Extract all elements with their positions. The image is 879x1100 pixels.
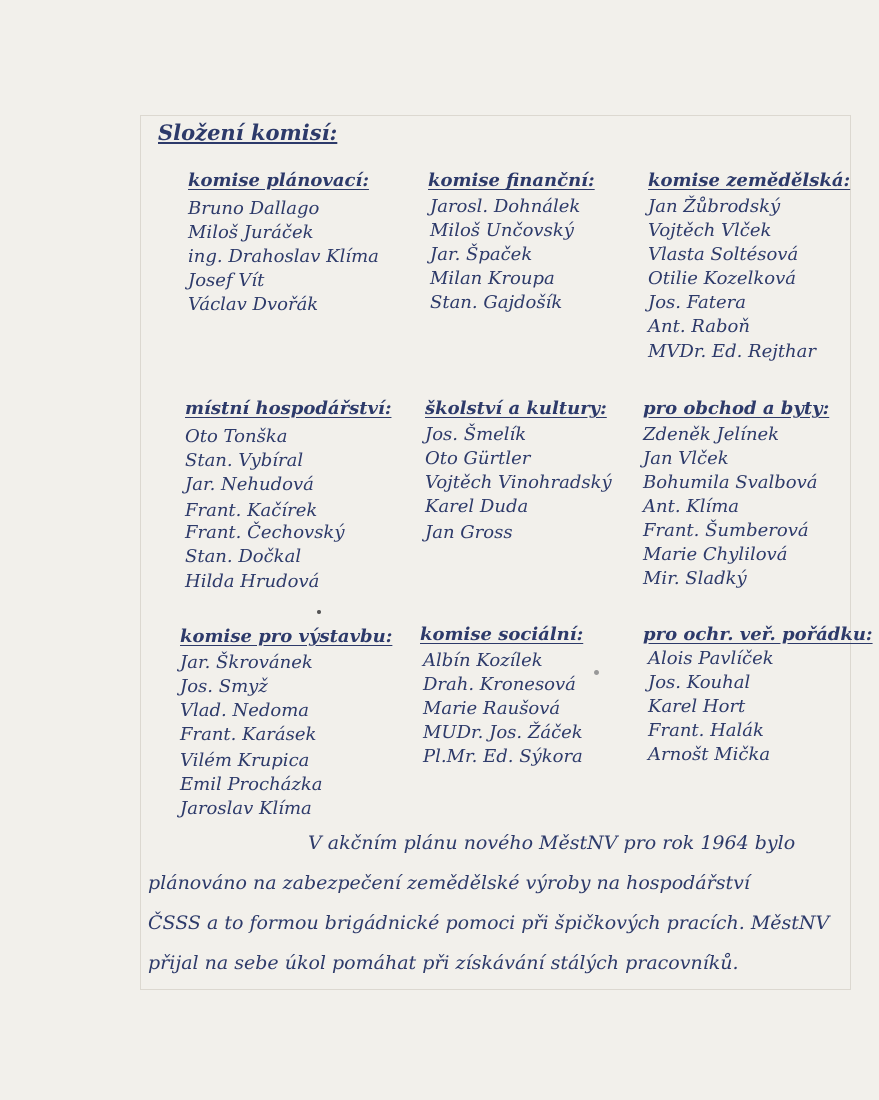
member-name: Vlad. Nedoma [180, 700, 310, 721]
member-name: Stan. Gajdošík [430, 292, 563, 313]
commission-heading-trade-housing: pro obchod a byty: [643, 398, 830, 419]
member-name: Miloš Juráček [188, 222, 314, 243]
member-name: Stan. Dočkal [185, 546, 302, 567]
member-name: Frant. Čechovský [185, 522, 345, 543]
member-name: Jaroslav Klíma [180, 798, 312, 819]
commission-heading-social: komise sociální: [420, 624, 584, 645]
member-name: Vlasta Soltésová [648, 244, 799, 265]
member-name: Ant. Raboň [648, 316, 750, 337]
member-name: Vojtěch Vinohradský [425, 472, 612, 493]
member-name: MUDr. Jos. Žáček [423, 722, 583, 743]
member-name: Miloš Unčovský [430, 220, 574, 241]
member-name: Frant. Karásek [180, 724, 317, 745]
member-name: Milan Kroupa [430, 268, 555, 289]
member-name: Frant. Halák [648, 720, 764, 741]
member-name: Jar. Nehudová [185, 474, 314, 495]
member-name: Josef Vít [188, 270, 265, 291]
member-name: Jan Žůbrodský [648, 196, 781, 217]
commission-heading-planning: komise plánovací: [188, 170, 369, 191]
member-name: Jos. Šmelík [425, 424, 527, 445]
member-name: Karel Duda [425, 496, 529, 517]
commission-heading-education-culture: školství a kultury: [425, 398, 607, 419]
commission-heading-public-order: pro ochr. veř. pořádku: [643, 624, 873, 645]
commission-heading-construction: komise pro výstavbu: [180, 626, 393, 647]
member-name: Ant. Klíma [643, 496, 740, 517]
commission-heading-finance: komise finanční: [428, 170, 595, 191]
member-name: Vilém Krupica [180, 750, 310, 771]
member-name: Mir. Sladký [643, 568, 747, 589]
member-name: Jarosl. Dohnálek [430, 196, 581, 217]
ink-speck [317, 610, 321, 614]
member-name: Jar. Špaček [430, 244, 533, 265]
member-name: Jos. Kouhal [648, 672, 751, 693]
member-name: Otilie Kozelková [648, 268, 796, 289]
member-name: Stan. Vybíral [185, 450, 304, 471]
member-name: Karel Hort [648, 696, 746, 717]
paragraph-line: plánováno na zabezpečení zemědělské výroby na hospodářství [148, 872, 750, 894]
page-title: Složení komisí: [158, 120, 338, 145]
member-name: Pl.Mr. Ed. Sýkora [423, 746, 583, 767]
commission-heading-agriculture: komise zemědělská: [648, 170, 851, 191]
member-name: Bruno Dallago [188, 198, 320, 219]
ink-speck [594, 670, 599, 675]
paragraph-line: ČSSS a to formou brigádnické pomoci při špičkových pracích. MěstNV [148, 912, 830, 934]
member-name: Bohumila Svalbová [643, 472, 818, 493]
member-name: Frant. Kačírek [185, 500, 318, 521]
member-name: Marie Chylilová [643, 544, 788, 565]
member-name: Oto Tonška [185, 426, 288, 447]
member-name: Frant. Šumberová [643, 520, 809, 541]
member-name: Jos. Fatera [648, 292, 746, 313]
commission-heading-local-economy: místní hospodářství: [185, 398, 392, 419]
member-name: ing. Drahoslav Klíma [188, 246, 379, 267]
paragraph-line: V akčním plánu nového MěstNV pro rok 1964 bylo [308, 832, 796, 854]
member-name: Drah. Kronesová [423, 674, 576, 695]
member-name: Jan Gross [425, 522, 513, 543]
member-name: Václav Dvořák [188, 294, 319, 315]
member-name: Jan Vlček [643, 448, 729, 469]
member-name: Albín Kozílek [423, 650, 543, 671]
member-name: Vojtěch Vlček [648, 220, 772, 241]
member-name: Alois Pavlíček [648, 648, 774, 669]
member-name: Jar. Škrovánek [180, 652, 313, 673]
member-name: Oto Gürtler [425, 448, 531, 469]
member-name: Marie Raušová [423, 698, 561, 719]
member-name: Jos. Smyž [180, 676, 268, 697]
member-name: Zdeněk Jelínek [643, 424, 780, 445]
member-name: MVDr. Ed. Rejthar [648, 341, 816, 362]
member-name: Arnošt Mička [648, 744, 771, 765]
member-name: Hilda Hrudová [185, 571, 320, 592]
paragraph-line: přijal na sebe úkol pomáhat při získávání stálých pracovníků. [148, 952, 739, 974]
member-name: Emil Procházka [180, 774, 323, 795]
